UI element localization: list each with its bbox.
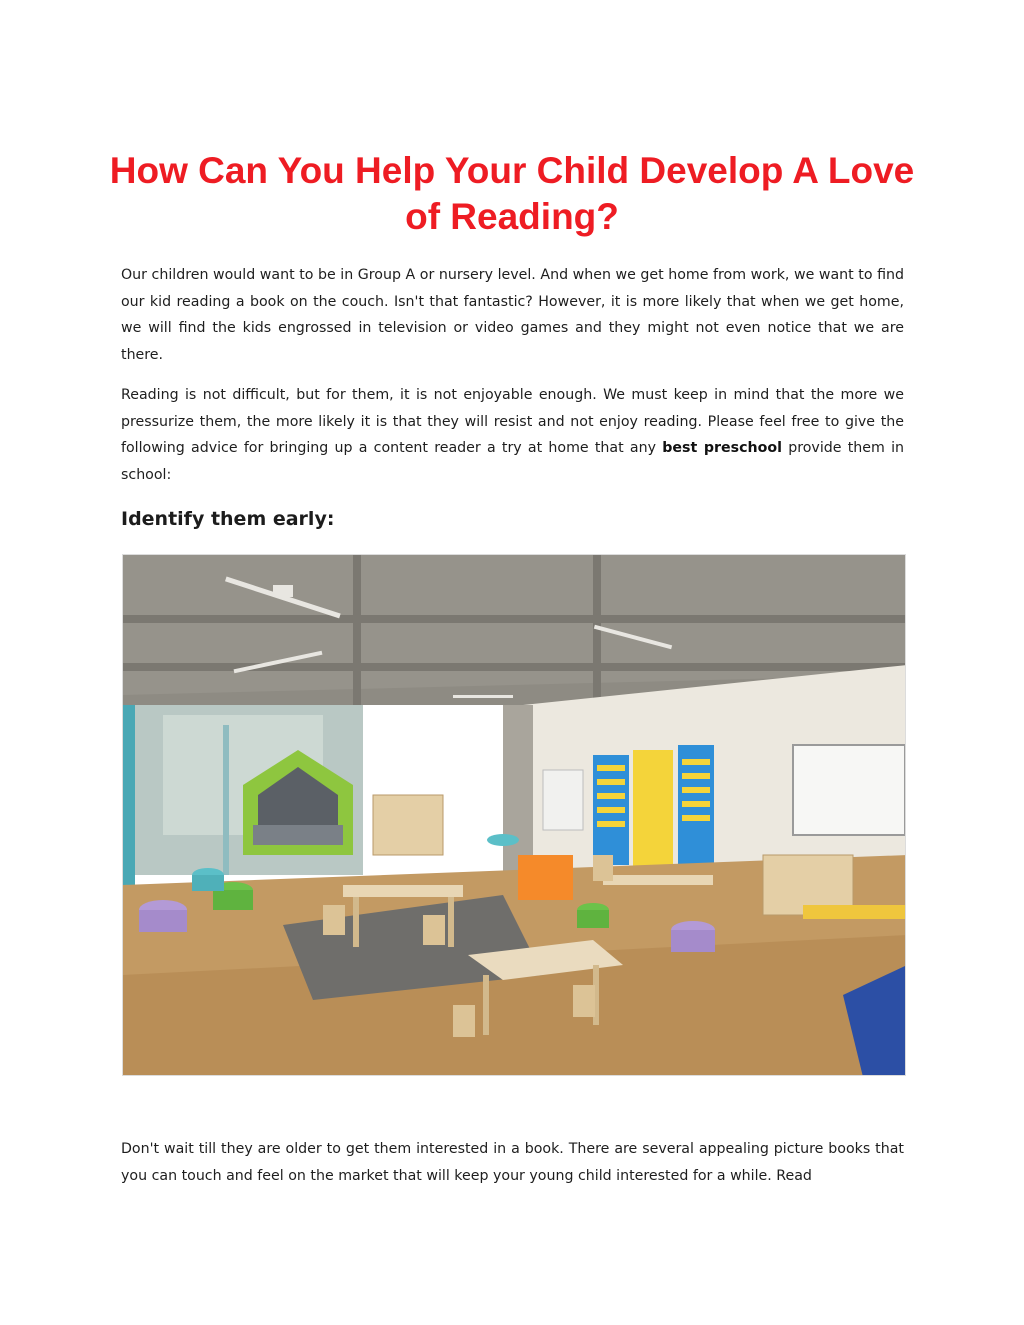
intro-paragraph: Our children would want to be in Group A or nursery level. And when we get home from work, we want to find our kid reading a book on the couch. Isn't that fantastic? However, it is more likely that when we get home, we will find the kids engrossed in television or video games and they might not even notice that we are there. — [121, 267, 904, 363]
section-heading: Identify them early: — [121, 508, 335, 530]
paragraph-text-end: provide them in school: — [121, 440, 904, 483]
best-preschool-keyword: best preschool — [662, 440, 782, 456]
second-paragraph — [121, 382, 904, 488]
third-paragraph: Don't wait till they are older to get them interested in a book. There are several appealing picture books that you can touch and feel on the market that will keep your young child interested for a while. Read — [121, 1141, 904, 1184]
paragraph-text: Reading is not difficult, but for them, it is not enjoyable enough. We must keep in mind that the more we pressurize them, the more likely it is that they will resist and not enjoy reading. Please feel free to give the following advice for bringing up a content reader a try at home that any — [121, 387, 904, 456]
classroom-photo — [122, 554, 906, 1076]
page-title: How Can You Help Your Child Develop A Love of Reading? — [109, 150, 915, 237]
